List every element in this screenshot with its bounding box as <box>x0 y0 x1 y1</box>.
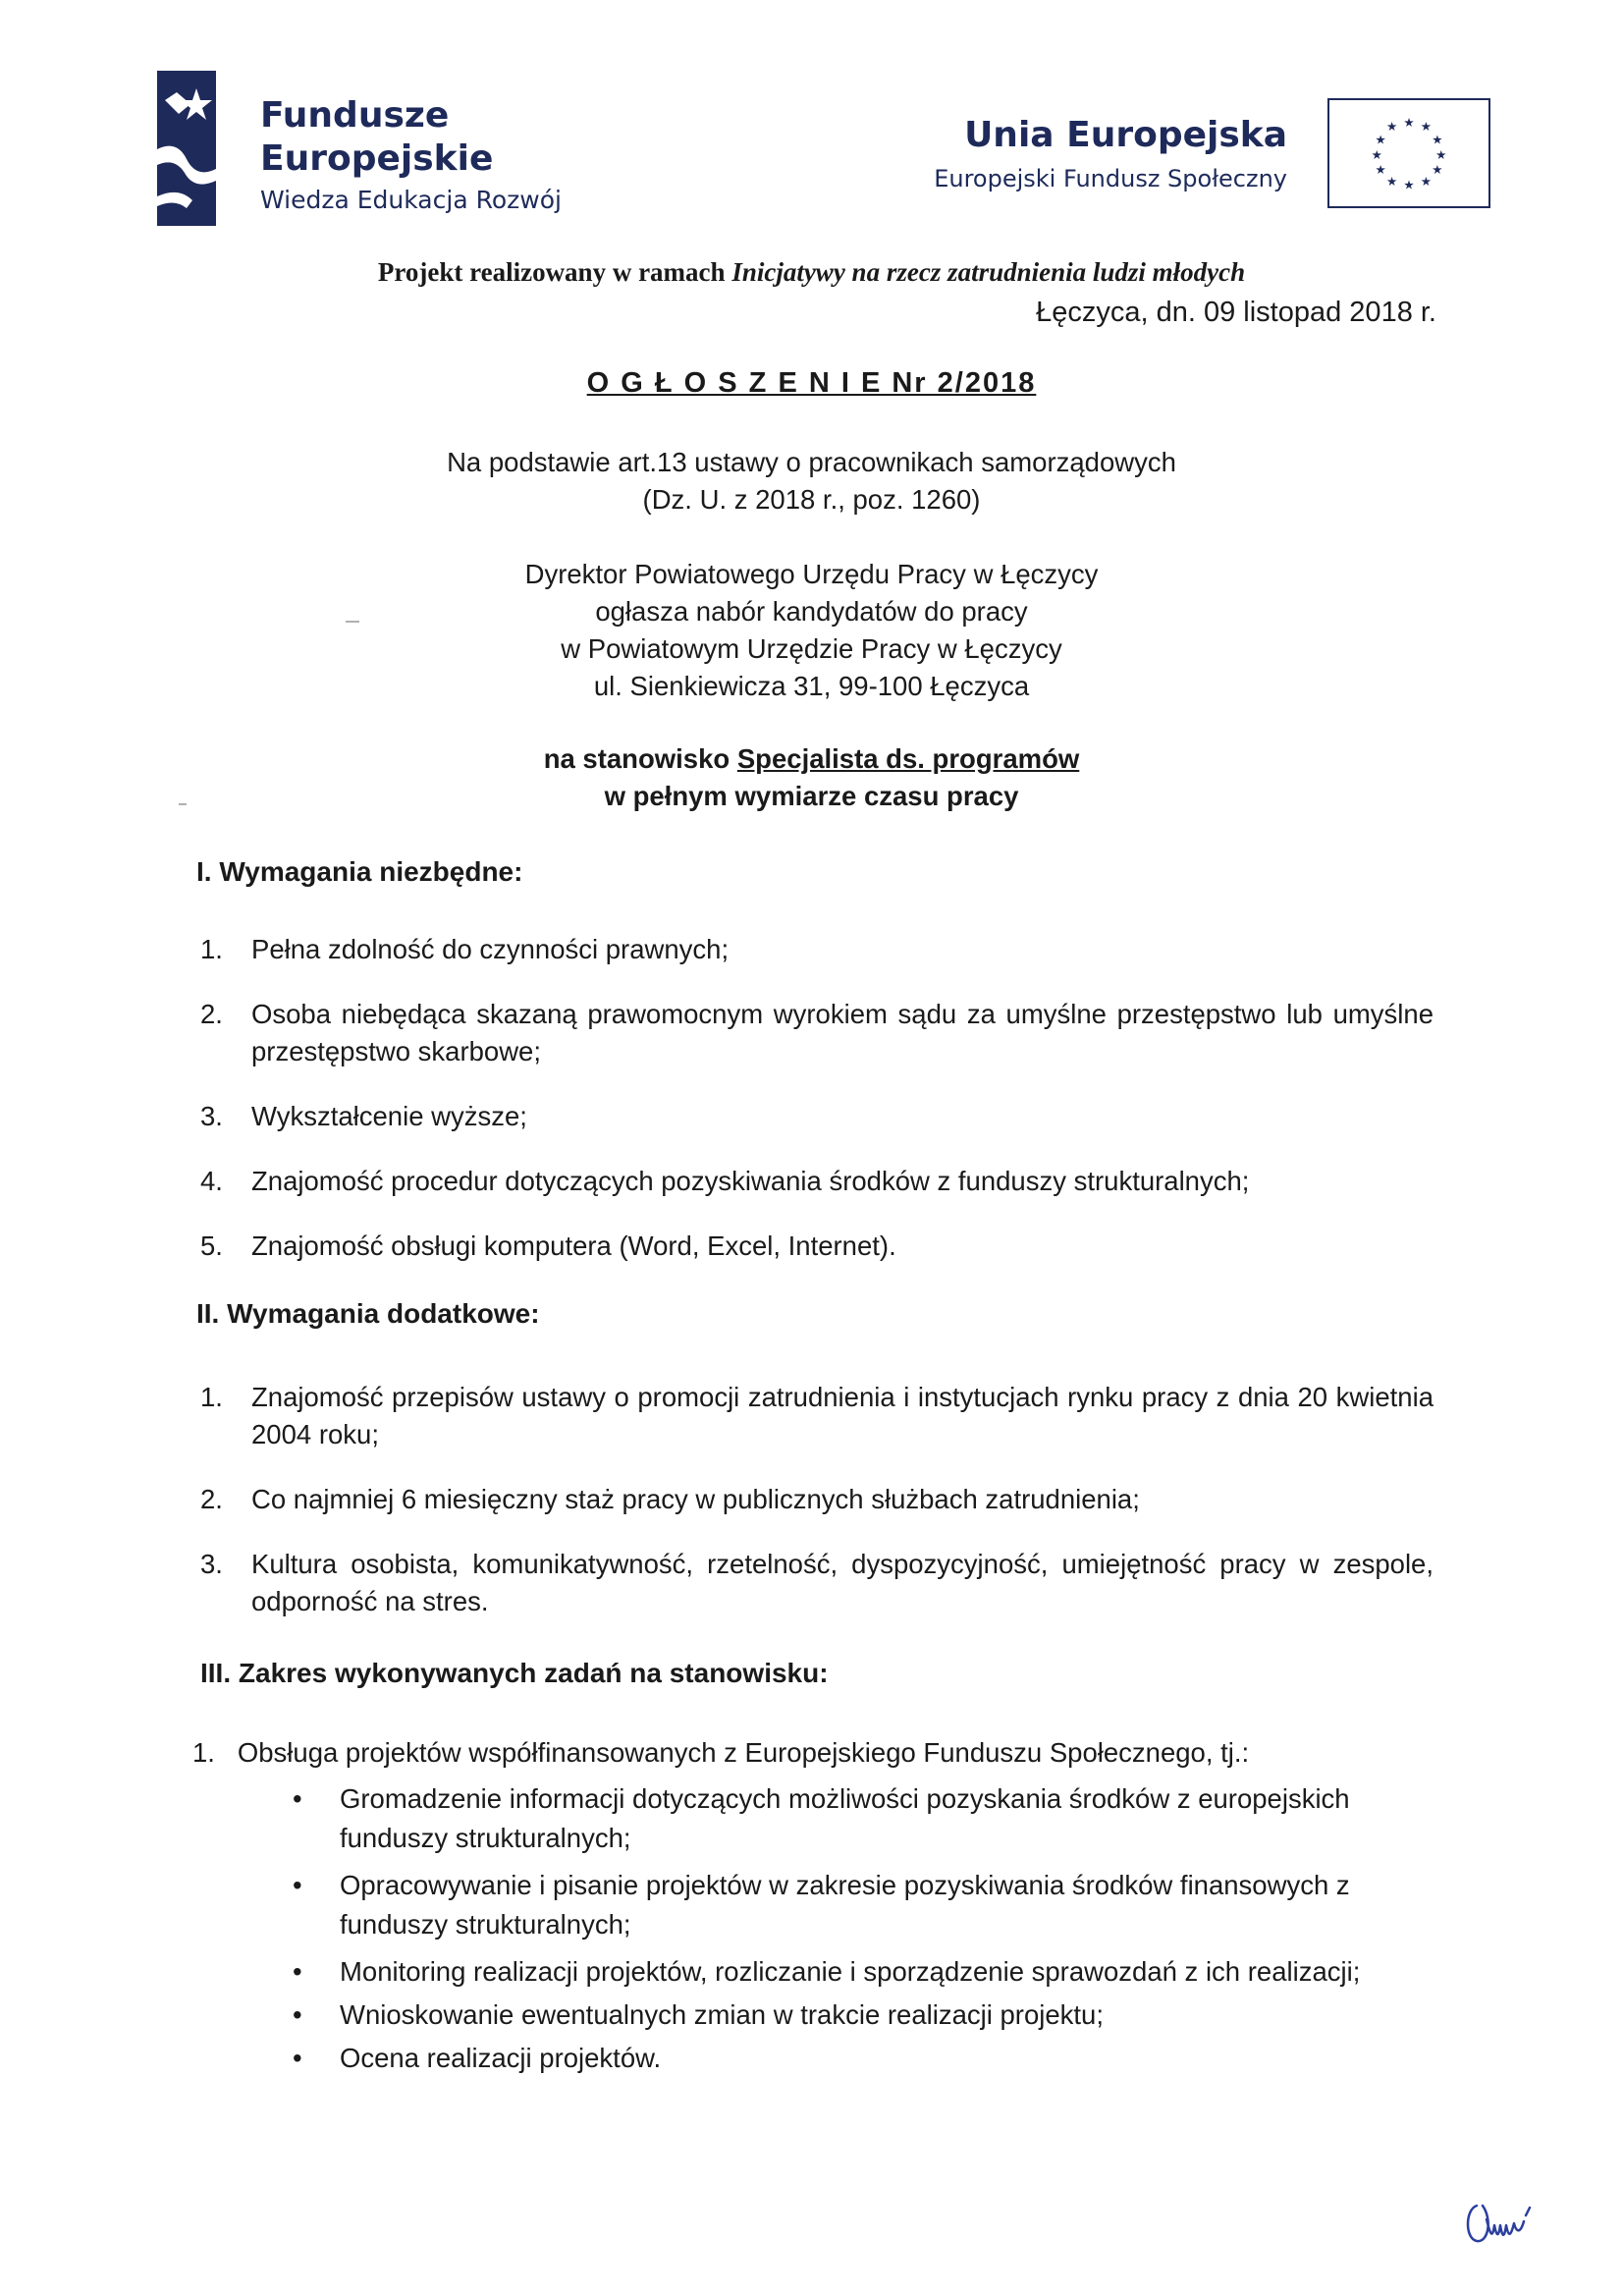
fe-name-line2: Europejskie <box>260 138 494 179</box>
list-item <box>200 996 1434 1070</box>
bullet-item <box>293 2039 1432 2078</box>
bullet-text: Wnioskowanie ewentualnych zmian w trakcie realizacji projektu; <box>340 1999 1104 2030</box>
bullet-icon: • <box>293 1870 302 1900</box>
unia-europejska-wordmark <box>934 114 1287 194</box>
page-title: O G Ł O S Z E N I E Nr 2/2018 <box>586 367 1037 399</box>
svg-text:★: ★ <box>1375 132 1386 147</box>
item-text: Znajomość przepisów ustawy o promocji zatrudnienia i instytucjach rynku pracy z dnia 20 kwietnia 2004 roku; <box>251 1382 1434 1449</box>
svg-text:★: ★ <box>1371 146 1382 162</box>
bullet-icon: • <box>293 1999 302 2030</box>
item-number: 3. <box>200 1101 223 1131</box>
section-heading: II. Wymagania dodatkowe: <box>196 1298 540 1329</box>
employer-line: ul. Sienkiewicza 31, 99-100 Łęczyca <box>593 671 1030 701</box>
item-number: 2. <box>200 999 223 1029</box>
bullet-icon: • <box>293 1783 302 1814</box>
scan-speck <box>346 621 359 623</box>
project-initiative-line <box>0 257 1623 288</box>
employer-line: Dyrektor Powiatowego Urzędu Pracy w Łęczycy <box>524 559 1099 589</box>
svg-text:★: ★ <box>1403 115 1415 130</box>
date-line: Łęczyca, dn. 09 listopad 2018 r. <box>1036 297 1436 328</box>
list-item <box>200 1481 1434 1518</box>
item-number: 2. <box>200 1484 223 1514</box>
list-item <box>200 1379 1434 1453</box>
item-number: 1. <box>200 934 223 964</box>
list-item <box>200 1228 1434 1265</box>
list-item <box>200 1163 1434 1200</box>
fundusze-europejskie-logo-icon <box>157 71 216 226</box>
bullet-icon: • <box>293 2043 302 2073</box>
svg-text:★: ★ <box>1432 162 1443 178</box>
bullet-text: Ocena realizacji projektów. <box>340 2043 662 2073</box>
bullet-text: Opracowywanie i pisanie projektów w zakresie pozyskiwania środków finansowych z funduszy strukturalnych; <box>340 1870 1350 1940</box>
bullet-item <box>293 1866 1432 1944</box>
project-line-prefix: Projekt realizowany w ramach <box>377 257 732 287</box>
item-number: 4. <box>200 1166 223 1196</box>
legal-basis-line: Na podstawie art.13 ustawy o pracownikach samorządowych <box>447 447 1176 477</box>
fe-name-line1: Fundusze <box>260 95 450 136</box>
position-block <box>0 740 1623 815</box>
handwritten-initials-icon <box>1463 2196 1542 2255</box>
list-item <box>200 1546 1434 1620</box>
bullet-icon: • <box>293 1956 302 1987</box>
item-text: Osoba niebędąca skazaną prawomocnym wyrokiem sądu za umyślne przestępstwo lub umyślne przestępstwo skarbowe; <box>251 999 1434 1066</box>
item-number: 5. <box>200 1230 223 1261</box>
position-worktime: w pełnym wymiarze czasu pracy <box>604 781 1019 811</box>
svg-text:★: ★ <box>1435 146 1447 162</box>
item-text: Pełna zdolność do czynności prawnych; <box>251 934 730 964</box>
svg-text:★: ★ <box>1375 162 1386 178</box>
item-number: 3. <box>200 1549 223 1579</box>
legal-basis-line: (Dz. U. z 2018 r., poz. 1260) <box>642 484 981 515</box>
position-line <box>0 740 1623 778</box>
employer-line: w Powiatowym Urzędzie Pracy w Łęczycy <box>561 633 1062 664</box>
svg-text:★: ★ <box>1386 173 1398 189</box>
svg-text:★: ★ <box>1420 118 1432 134</box>
position-prefix: na stanowisko <box>543 743 737 774</box>
item-number: 1. <box>200 1382 223 1412</box>
item-text: Znajomość procedur dotyczących pozyskiwania środków z funduszy strukturalnych; <box>251 1166 1250 1196</box>
svg-text:★: ★ <box>1386 118 1398 134</box>
item-text: Znajomość obsługi komputera (Word, Excel, Internet). <box>251 1230 896 1261</box>
ue-sub: Europejski Fundusz Społeczny <box>934 165 1287 192</box>
fe-tagline: Wiedza Edukacja Rozwój <box>260 186 562 214</box>
ue-name: Unia Europejska <box>964 115 1287 155</box>
task-item: 1. Obsługa projektów współfinansowanych z Europejskiego Funduszu Społecznego, tj.: <box>192 1737 1250 1768</box>
item-text: Co najmniej 6 miesięczny staż pracy w publicznych służbach zatrudnienia; <box>251 1484 1140 1514</box>
legal-basis <box>0 444 1623 519</box>
svg-text:★: ★ <box>1403 177 1415 192</box>
bullet-item <box>293 1952 1432 1992</box>
scan-speck <box>179 803 187 805</box>
project-line-initiative: Inicjatywy na rzecz zatrudnienia ludzi młodych <box>731 257 1246 287</box>
svg-text:★: ★ <box>1432 132 1443 147</box>
item-text: Wykształcenie wyższe; <box>251 1101 527 1131</box>
employer-line: ogłasza nabór kandydatów do pracy <box>595 596 1028 627</box>
item-text: Kultura osobista, komunikatywność, rzetelność, dyspozycyjność, umiejętność pracy w zespole, odporność na stres. <box>251 1549 1434 1616</box>
svg-text:★: ★ <box>1420 173 1432 189</box>
bullet-item <box>293 1995 1432 2035</box>
list-item <box>200 1098 1434 1135</box>
section-heading: I. Wymagania niezbędne: <box>196 856 523 887</box>
list-item <box>200 931 1434 968</box>
position-name: Specjalista ds. programów <box>736 743 1080 774</box>
employer-block <box>0 556 1623 705</box>
eu-flag-icon <box>1327 98 1490 208</box>
bullet-text: Gromadzenie informacji dotyczących możliwości pozyskania środków z europejskich funduszy strukturalnych; <box>340 1783 1350 1853</box>
fundusze-europejskie-wordmark <box>260 94 562 218</box>
bullet-item <box>293 1779 1432 1858</box>
section-heading: III. Zakres wykonywanych zadań na stanowisku: <box>200 1658 829 1688</box>
bullet-text: Monitoring realizacji projektów, rozliczanie i sporządzenie sprawozdań z ich realizacji; <box>340 1956 1361 1987</box>
